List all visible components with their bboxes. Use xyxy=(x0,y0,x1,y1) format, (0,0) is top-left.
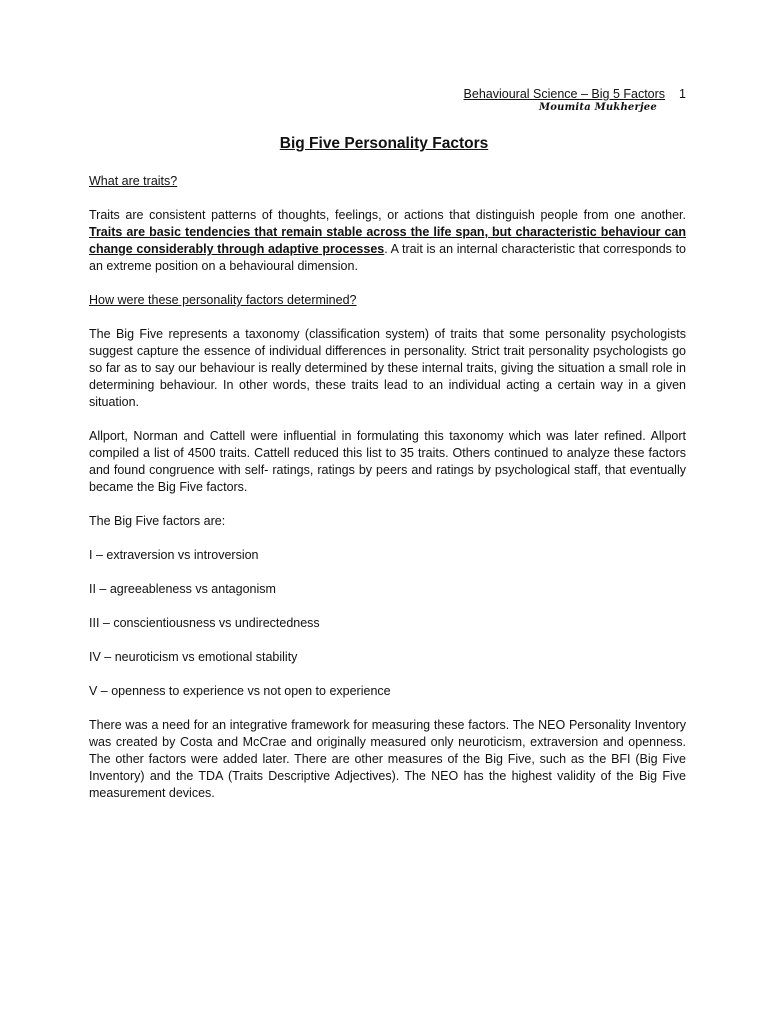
document-body xyxy=(89,173,686,819)
factor-item: V – openness to experience vs not open to experience xyxy=(89,684,391,698)
paragraph-traits-start: Traits are consistent patterns of thoughts, feelings, or actions that distinguish people from one another. xyxy=(89,208,686,222)
paragraph-traits-emphasis: Traits are basic tendencies that remain stable across the life span, but characteristic behaviour can change considerably through adaptive processes xyxy=(89,225,686,256)
running-title: Behavioural Science – Big 5 Factors xyxy=(463,87,666,101)
paragraph-traits-end: . A trait is an internal characteristic that corresponds to an extreme position on a behavioural dimension. xyxy=(89,242,686,273)
document-title: Big Five Personality Factors xyxy=(279,135,489,152)
factors-intro: The Big Five factors are: xyxy=(89,514,226,528)
factor-item: III – conscientiousness vs undirectedness xyxy=(89,616,320,630)
factor-item: II – agreeableness vs antagonism xyxy=(89,582,276,596)
paragraph-neo: There was a need for an integrative framework for measuring these factors. The NEO Personality Inventory was created by Costa and McCrae and originally measured only neuroticism, extraversion and openness. The other factors were added later. There are other measures of the Big Five, such as the BFI (Big Five Inventory) and the TDA (Traits Descriptive Adjectives). The NEO has the highest validity of the Big Five measurement devices. xyxy=(89,718,686,800)
section-heading-determined: How were these personality factors determined? xyxy=(89,293,357,307)
paragraph-taxonomy: The Big Five represents a taxonomy (classification system) of traits that some personality psychologists suggest capture the essence of individual differences in personality. Strict trait personality psychologists go so far as to say our behaviour is really determined by these internal traits, giving the situation a small role in determining behaviour. In other words, these traits lead to an individual acting a certain way in a given situation. xyxy=(89,327,686,409)
factor-item: I – extraversion vs introversion xyxy=(89,548,259,562)
running-header xyxy=(464,86,686,102)
factors-list xyxy=(89,513,686,700)
section-heading-traits: What are traits? xyxy=(89,174,178,188)
paragraph-traits xyxy=(89,207,686,275)
page-number: 1 xyxy=(679,87,686,101)
factor-item: IV – neuroticism vs emotional stability xyxy=(89,650,298,664)
author-signature: Moumita Mukherjee xyxy=(539,102,657,113)
paragraph-history: Allport, Norman and Cattell were influential in formulating this taxonomy which was later refined. Allport compiled a list of 4500 traits. Cattell reduced this list to 35 traits. Others continued to analyze these factors and found congruence with self- ratings, ratings by peers and ratings by psychological staff, that eventually became the Big Five factors. xyxy=(89,429,686,494)
